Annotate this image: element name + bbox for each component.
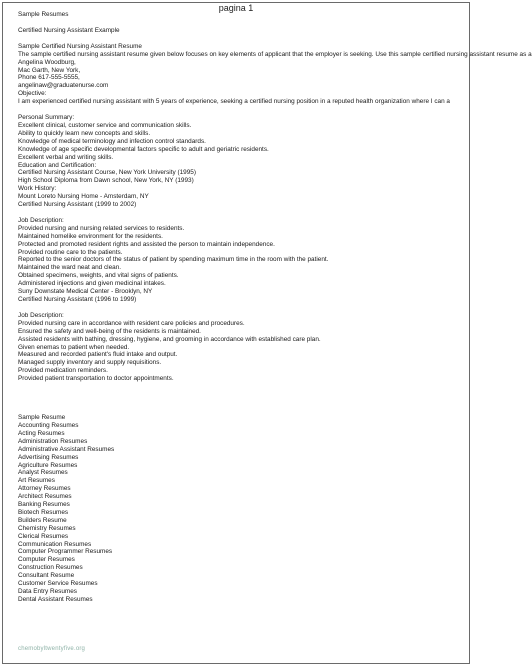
contact-name: Angelina Woodburg,	[18, 58, 76, 66]
job2-duty: Provided nursing care in accordance with resident care policies and procedures.	[18, 319, 245, 327]
summary-item: Ability to quickly learn new concepts and skills.	[18, 129, 151, 137]
resume-link: Analyst Resumes	[18, 469, 68, 477]
resume-title: Sample Certified Nursing Assistant Resume	[18, 42, 142, 50]
job1-duty: Provided routine care to the patients.	[18, 248, 123, 256]
page-number-label: pagina 1	[218, 3, 254, 13]
job2-employer: Suny Downstate Medical Center - Brooklyn, NY	[18, 288, 153, 296]
resume-link: Agriculture Resumes	[18, 461, 78, 469]
resume-link: Chemistry Resumes	[18, 524, 76, 532]
job1-duty: Administered injections and given medicinal intakes.	[18, 280, 166, 288]
contact-email: angelinaw@graduatenurse.com	[18, 82, 109, 90]
sample-resumes-label: Sample Resumes	[18, 11, 69, 18]
resume-link: Art Resumes	[18, 477, 55, 485]
objective-text: I am experienced certified nursing assistant with 5 years of experience, seeking a certified nursing position in a reputed health organization where I can a	[18, 98, 450, 106]
job2-duty: Managed supply inventory and supply requisitions.	[18, 359, 162, 367]
job2-duty: Assisted residents with bathing, dressing, hygiene, and grooming in accordance with established care plan.	[18, 335, 321, 343]
resume-link: Consultant Resume	[18, 572, 75, 580]
resume-link: Construction Resumes	[18, 564, 83, 572]
document-content	[18, 11, 532, 604]
resume-link: Accounting Resumes	[18, 421, 79, 429]
watermark-text: chemobyltwentyfive.org	[18, 646, 86, 652]
resume-link: Communication Resumes	[18, 540, 92, 548]
resume-link: Dental Assistant Resumes	[18, 595, 93, 603]
education-item: High School Diploma from Dawn school, New York, NY (1993)	[18, 177, 194, 185]
resume-link: Acting Resumes	[18, 429, 65, 437]
job1-duty: Provided nursing and nursing related services to residents.	[18, 224, 185, 232]
document-page	[2, 2, 532, 664]
job2-duty: Provided medication reminders.	[18, 367, 108, 375]
resume-link: Sample Resume	[18, 414, 66, 422]
job2-title: Certified Nursing Assistant (1996 to 1999)	[18, 296, 137, 303]
resume-description: The sample certified nursing assistant resume given below focuses on key elements of applicant that the employer is seeking. Use this sample certified nursing assistant resume as a	[18, 50, 532, 58]
resume-links-list	[18, 414, 469, 604]
resume-link: Architect Resumes	[18, 493, 72, 501]
summary-item: Excellent verbal and writing skills.	[18, 153, 114, 161]
job1-title: Certified Nursing Assistant (1999 to 2002)	[18, 201, 137, 209]
example-title: Certified Nursing Assistant Example	[18, 26, 120, 34]
job2-duty: Ensured the safety and well-being of the residents is maintained.	[18, 327, 201, 335]
resume-link: Administrative Assistant Resumes	[18, 445, 115, 453]
job1-duty: Reported to the senior doctors of the status of patient by spending maximum time in the room with the patient.	[18, 256, 329, 264]
summary-item: Knowledge of age specific developmental factors specific to adult and geriatric residents.	[18, 145, 269, 153]
job1-duty: Protected and promoted resident rights and assisted the person to maintain independence.	[18, 240, 275, 248]
contact-phone: Phone 617-555-5555,	[18, 74, 80, 82]
summary-item: Excellent clinical, customer service and communication skills.	[18, 121, 192, 129]
resume-link: Attorney Resumes	[18, 485, 71, 493]
resume-link: Banking Resumes	[18, 501, 70, 509]
job2-description-heading: Job Description:	[18, 311, 64, 319]
job1-description-heading: Job Description:	[18, 216, 64, 224]
job2-duty: Given enemas to patient when needed.	[18, 343, 130, 351]
resume-link: Advertising Resumes	[18, 453, 79, 461]
objective-heading: Objective:	[18, 90, 47, 98]
job2-duty: Provided patient transportation to doctor appointments.	[18, 375, 174, 383]
work-history-heading: Work History:	[18, 185, 57, 193]
education-item: Certified Nursing Assistant Course, New York University (1995)	[18, 169, 196, 177]
job1-duty: Obtained specimens, weights, and vital signs of patients.	[18, 272, 179, 280]
resume-link: Administration Resumes	[18, 437, 88, 445]
resume-link: Data Entry Resumes	[18, 588, 77, 595]
resume-link: Computer Resumes	[18, 556, 75, 564]
job2-duty: Measured and recorded patient's fluid intake and output.	[18, 351, 178, 359]
education-heading: Education and Certification:	[18, 161, 97, 169]
job1-employer: Mount Loreto Nursing Home - Amsterdam, NY	[18, 193, 149, 201]
resume-link: Builders Resume	[18, 516, 67, 524]
summary-heading: Personal Summary:	[18, 114, 75, 122]
resume-link: Biotech Resumes	[18, 508, 69, 516]
resume-link: Customer Service Resumes	[18, 580, 98, 588]
resume-link: Clerical Resumes	[18, 532, 69, 540]
summary-item: Knowledge of medical terminology and infection control standards.	[18, 137, 206, 145]
resume-link: Computer Programmer Resumes	[18, 548, 113, 556]
job1-duty: Maintained homelike environment for the residents.	[18, 232, 163, 240]
contact-address: Mac Garth, New York,	[18, 66, 81, 74]
job1-duty: Maintained the ward neat and clean.	[18, 264, 122, 272]
